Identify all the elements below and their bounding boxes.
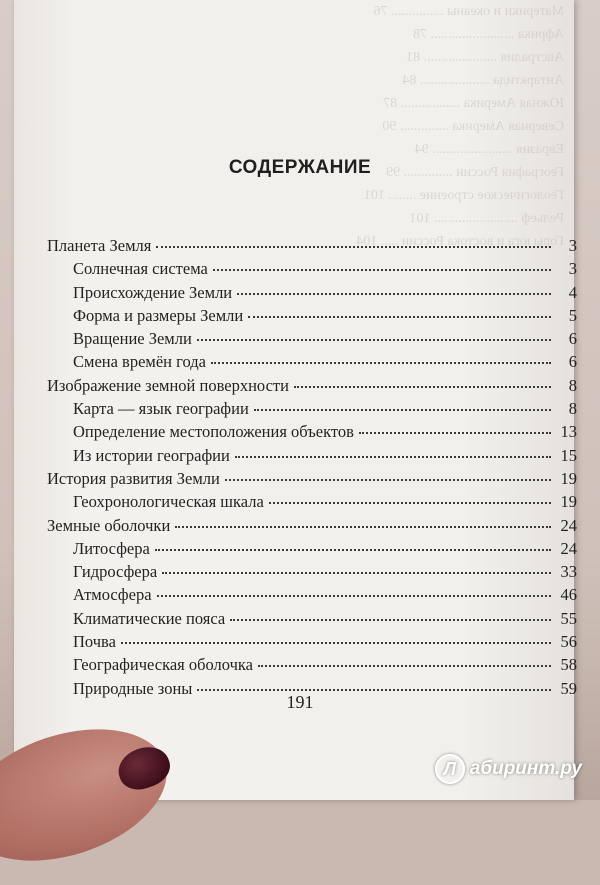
toc-entry-page: 19 [560, 468, 577, 488]
toc-entry-page: 33 [560, 562, 577, 582]
toc-entry [47, 306, 577, 329]
toc-entry [47, 399, 577, 422]
toc-entry-label: Вращение Земли [73, 329, 192, 349]
toc-entry [47, 562, 577, 585]
leader-dots [121, 642, 551, 644]
toc-entry-label: Геохронологическая шкала [73, 492, 264, 512]
toc-entry-page: 15 [560, 445, 577, 465]
bleed-through-text [264, 0, 564, 249]
leader-dots [197, 689, 551, 691]
leader-dots [197, 339, 551, 341]
toc-entry-page: 6 [568, 329, 577, 349]
toc-entry-label: Почва [73, 632, 116, 652]
toc-entry-label: Гидросфера [73, 562, 158, 582]
toc-entry-page: 56 [560, 632, 577, 652]
toc-entry-label: Солнечная система [73, 259, 208, 279]
toc-entry-page: 13 [560, 422, 577, 442]
leader-dots [248, 316, 551, 318]
bleed-line: Австралия ..................... 81 [406, 50, 564, 65]
toc-entry [47, 283, 577, 306]
toc-entry-page: 24 [560, 515, 577, 535]
toc-entry-label: Климатические пояса [73, 608, 226, 628]
bleed-line: Геологическое строение ........ 101 [363, 188, 564, 203]
toc-entry-page: 46 [560, 585, 577, 605]
toc-entry [47, 585, 577, 608]
toc-entry-page: 6 [568, 352, 577, 372]
toc-entry [47, 376, 577, 399]
leader-dots [235, 456, 551, 458]
toc-entry [47, 236, 577, 259]
bleed-line: География России .............. 99 [386, 165, 564, 180]
page-title: СОДЕРЖАНИЕ [228, 157, 372, 178]
toc-entry-page: 8 [568, 375, 577, 395]
toc-entry-label: Природные зоны [73, 678, 193, 698]
toc-entry [47, 655, 577, 678]
watermark-text: абиринт.ру [469, 758, 582, 779]
toc-entry [47, 352, 577, 375]
leader-dots [237, 293, 551, 295]
toc-entry-page: 59 [560, 678, 577, 698]
bleed-line: Горы юга и востока России ..... 104 [356, 234, 564, 249]
leader-dots [162, 572, 551, 574]
watermark [435, 754, 582, 784]
leader-dots [230, 619, 551, 621]
bleed-line: Африка ........................ 78 [413, 27, 564, 42]
leader-dots [155, 549, 551, 551]
leader-dots [156, 246, 551, 248]
leader-dots [175, 526, 551, 528]
leader-dots [359, 432, 551, 434]
labirint-logo-icon: Л [435, 754, 465, 784]
toc-entry-label: Форма и размеры Земли [73, 305, 244, 325]
toc-entry-label: Из истории географии [73, 445, 230, 465]
toc-entry-page: 3 [568, 236, 577, 255]
leader-dots [269, 502, 551, 504]
toc-entry [47, 259, 577, 282]
toc-entry-page: 3 [568, 259, 577, 279]
bleed-line: Южная Америка ................. 87 [383, 96, 564, 111]
leader-dots [258, 665, 551, 667]
toc-entry-label: Определение местоположения объектов [73, 422, 354, 442]
toc-entry [47, 446, 577, 469]
bleed-line: Антарктида .................... 84 [402, 73, 564, 88]
toc-entry-label: Атмосфера [73, 585, 152, 605]
toc-entry [47, 329, 577, 352]
toc-entry-page: 55 [560, 608, 577, 628]
leader-dots [254, 409, 551, 411]
toc-entry-page: 8 [568, 399, 577, 419]
toc-entry-label: История развития Земли [47, 468, 220, 488]
toc-entry-label: Происхождение Земли [73, 282, 233, 302]
toc-entry-label: Земные оболочки [47, 515, 171, 535]
bleed-line: Северная Америка .............. 90 [382, 119, 564, 134]
leader-dots [294, 386, 551, 388]
page-number: 191 [286, 692, 314, 712]
toc-entry [47, 492, 577, 515]
toc-entry-page: 58 [560, 655, 577, 675]
toc-entry [47, 609, 577, 632]
leader-dots [211, 362, 551, 364]
toc-entry [47, 469, 577, 492]
toc-entry-page: 5 [568, 305, 577, 325]
toc-entry-page: 4 [568, 282, 577, 302]
toc-entry-page: 19 [560, 492, 577, 512]
leader-dots [157, 595, 551, 597]
toc-entry [47, 632, 577, 655]
toc-entry [47, 422, 577, 445]
toc-entry-label: Литосфера [73, 538, 150, 558]
toc-entry [47, 516, 577, 539]
bleed-line: Рельеф ........................ 101 [409, 211, 564, 226]
leader-dots [225, 479, 551, 481]
toc-entry-label: Изображение земной поверхности [47, 375, 289, 395]
toc-entry-label: Карта — язык географии [73, 399, 249, 419]
toc-entry-label: Смена времён года [73, 352, 206, 372]
toc-entry [47, 539, 577, 562]
toc-entry-page: 24 [560, 538, 577, 558]
toc-entry-label: Планета Земля [47, 236, 152, 255]
bleed-line: Материки и океаны ............... 76 [373, 4, 564, 19]
leader-dots [213, 269, 551, 271]
toc-entry-label: Географическая оболочка [73, 655, 254, 675]
table-of-contents [47, 236, 577, 702]
bleed-line: Евразия ....................... 94 [414, 142, 564, 157]
